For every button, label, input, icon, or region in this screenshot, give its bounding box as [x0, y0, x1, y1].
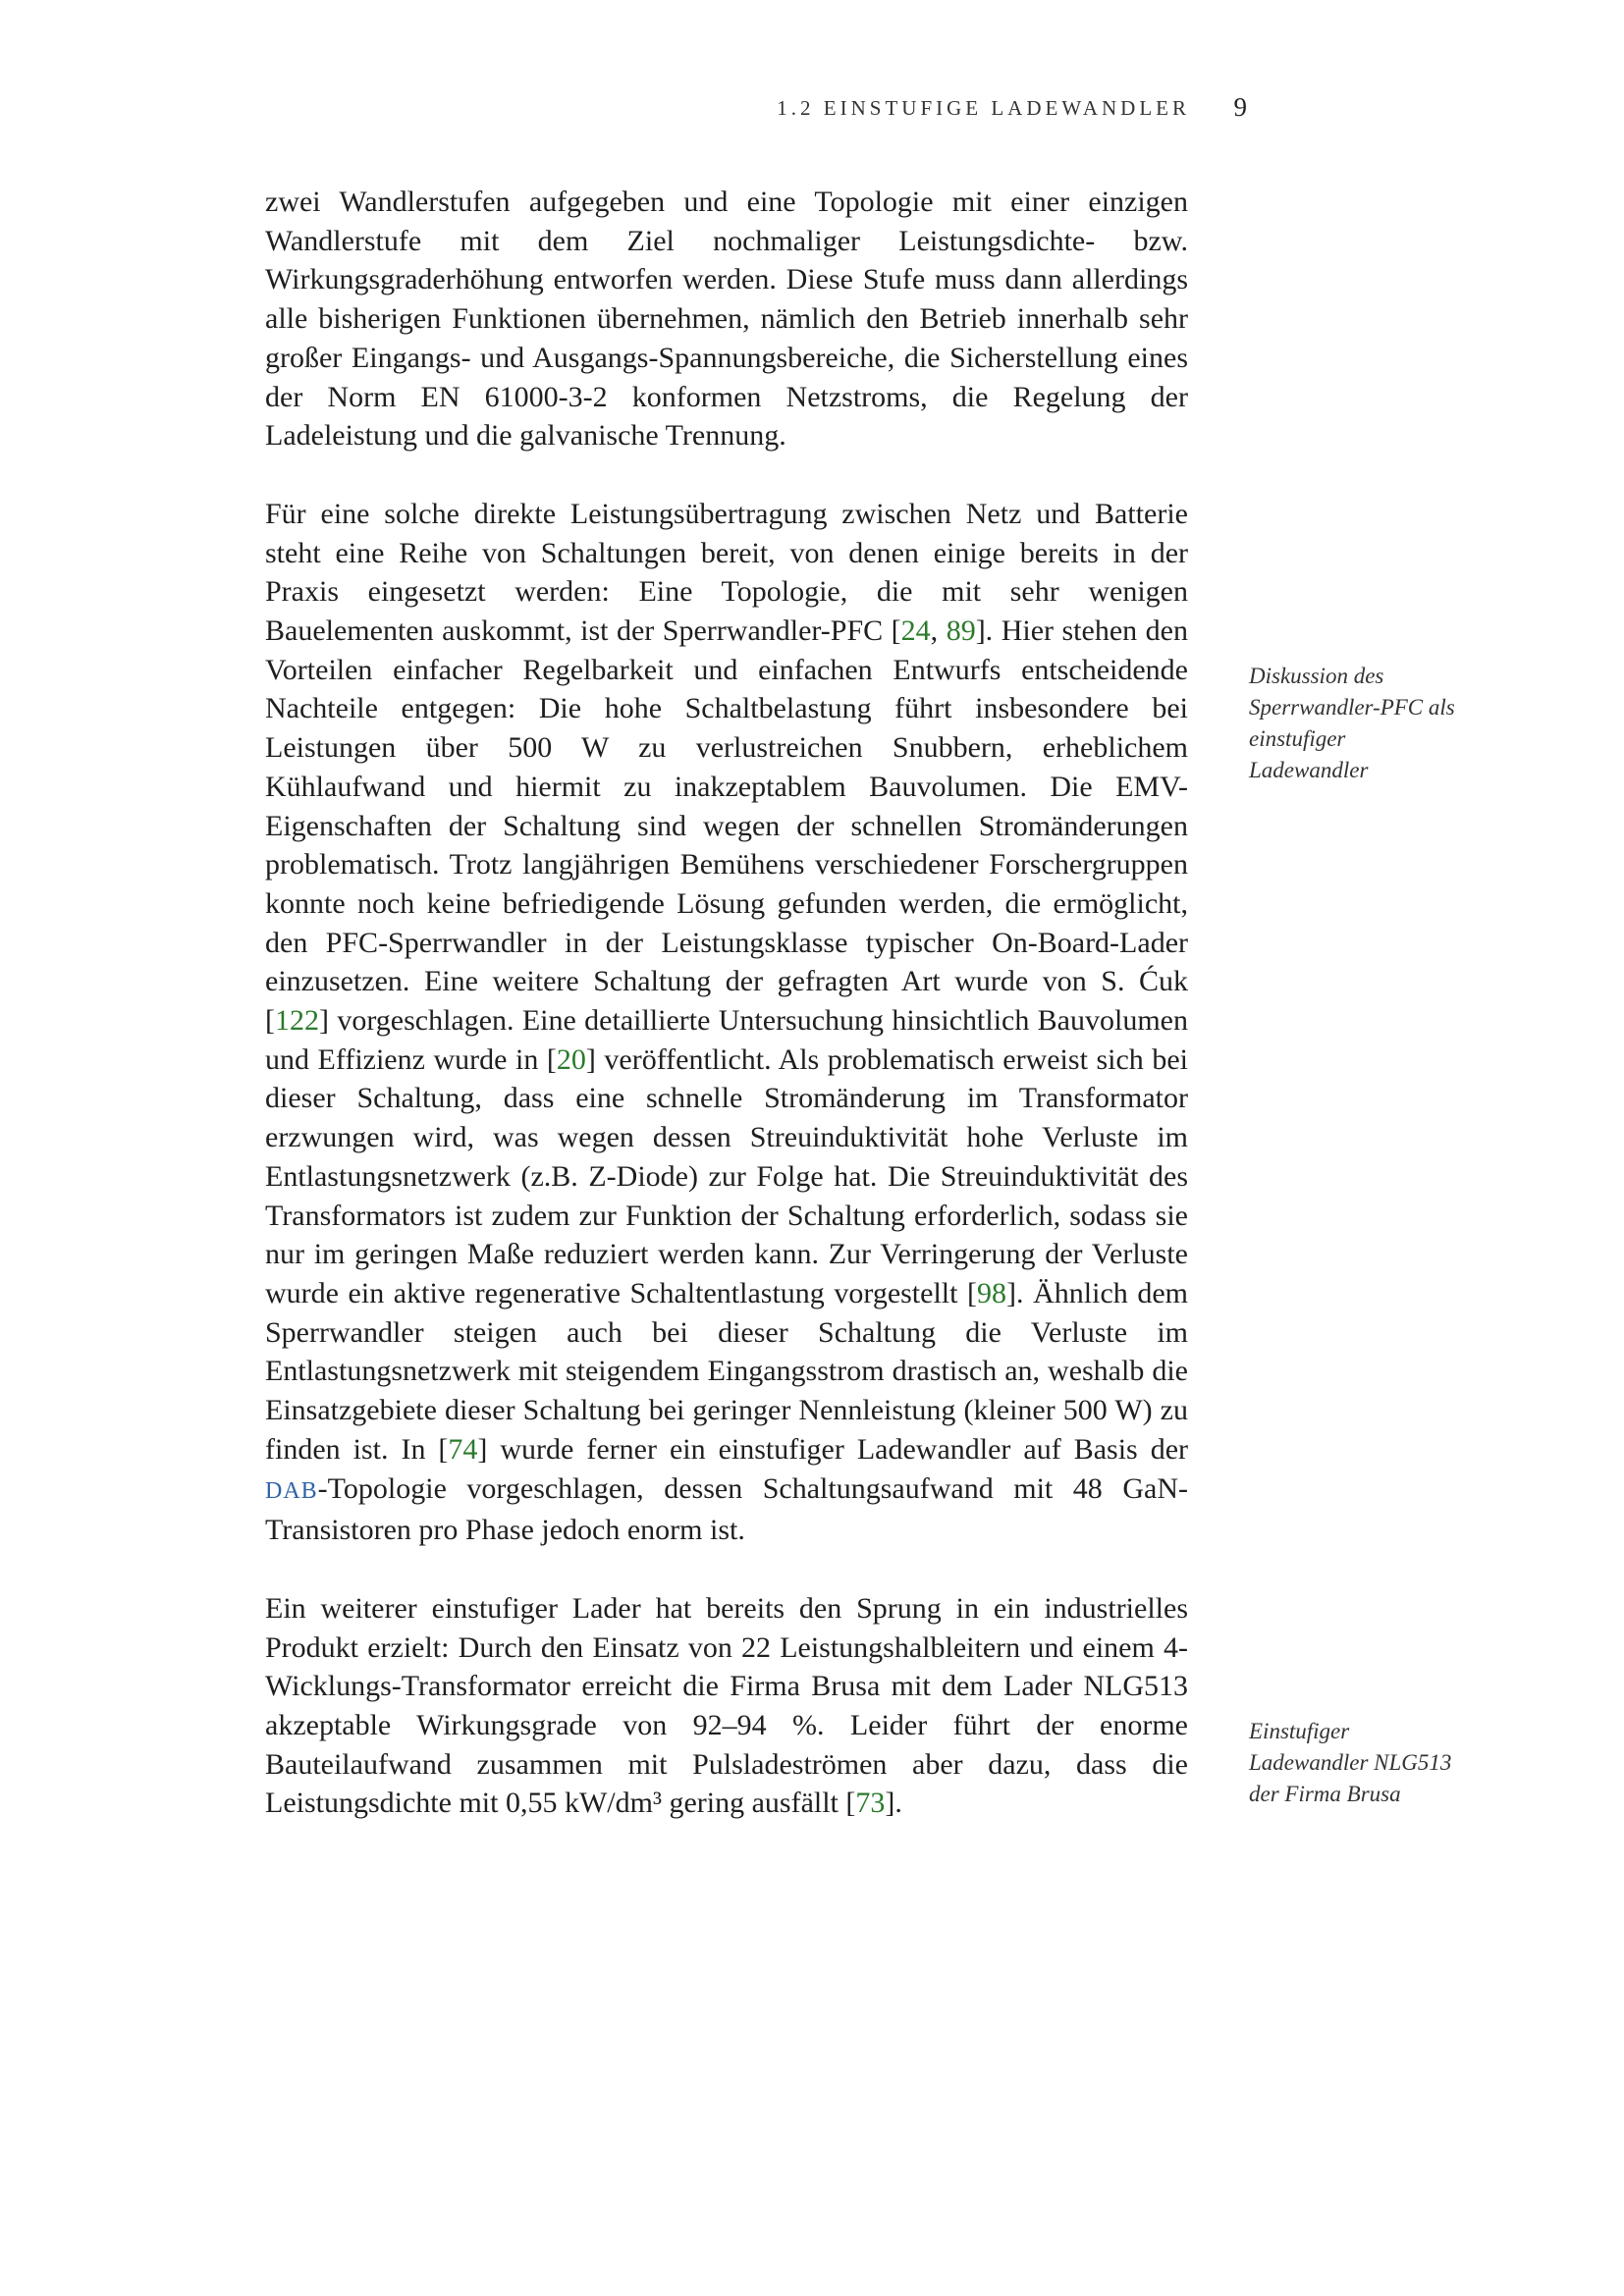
paragraph-text: Ein weiterer einstufiger Lader hat bereits den Sprung in ein industrielles Produkt erzielt: Durch den Einsatz von 22 Leistungshalbleitern und einem 4-Wicklungs-Transformator erreicht die Firma Brusa mit dem Lader NLG513 akzeptable Wirkungsgrade von 92–94 %. Leider führt der enorme Bauteilaufwand zusammen mit Pulsladeströmen aber dazu, dass die Leistungsdichte mit 0,55 kW/dm³ gering ausfällt [: [265, 1591, 1188, 1820]
paragraph-text: ] veröffentlicht. Als problematisch erweist sich bei dieser Schaltung, dass eine schnelle Stromänderung im Transformator erzwungen wird, was wegen dessen Streuinduktivität hohe Verluste im Entlastungsnetzwerk (z.B. Z-Diode) zur Folge hat. Die Streuinduktivität des Transformators ist zudem zur Funktion der Schaltung erforderlich, sodass sie nur im geringen Maße reduziert werden kann. Zur Verringerung der Verluste wurde ein aktive regenerative Schaltentlastung vorgestellt [: [265, 1042, 1188, 1309]
paragraph-text: ] vorgeschlagen. Eine detaillierte Untersuchung hinsichtlich Bauvolumen und Effizienz wurde in [: [265, 1004, 1188, 1076]
citation-link[interactable]: 24: [900, 614, 931, 648]
citation-link[interactable]: 74: [448, 1432, 478, 1466]
paragraph-2: [265, 495, 1188, 1550]
paragraph-3: [265, 1589, 1188, 1823]
margin-note-flyback-pfc: Diskussion des Sperrwandler-PFC als einstufiger Ladewandler: [1249, 664, 1455, 782]
citation-link[interactable]: 122: [275, 1004, 319, 1038]
paragraph-1: zwei Wandlerstufen aufgegeben und eine Topologie mit einer einzigen Wandlerstufe mit dem Ziel nochmaliger Leistungsdichte- bzw. Wirkungsgraderhöhung entworfen werden. Diese Stufe muss dann allerdings alle bisherigen Funktionen übernehmen, nämlich den Betrieb innerhalb sehr großer Eingangs- und Ausgangs-Spannungsbereiche, die Sicherstellung eines der Norm EN 61000-3-2 konformen Netzstroms, die Regelung der Ladeleistung und die galvanische Trennung.: [265, 186, 1188, 453]
paragraph-text: -Topologie vorgeschlagen, dessen Schaltungsaufwand mit 48 GaN-Transistoren pro Phase jedoch enorm ist.: [265, 1471, 1188, 1547]
citation-link[interactable]: 73: [855, 1787, 886, 1820]
citation-link[interactable]: 89: [946, 614, 976, 648]
citation-link[interactable]: 98: [977, 1276, 1007, 1309]
paragraph-text: ]. Hier stehen den Vorteilen einfacher Regelbarkeit und einfachen Entwurfs entscheidende Nachteile entgegen: Die hohe Schaltbelastung führt insbesondere bei Leistungen über 500 W zu verlustreichen Snubbern, erheblichem Kühlaufwand und hiermit zu inakzeptablem Bauvolumen. Die EMV-Eigenschaften der Schaltung sind wegen der schnellen Stromänderungen problematisch. Trotz langjährigen Bemühens verschiedener Forschergruppen konnte noch keine befriedigende Lösung gefunden werden, die ermöglicht, den PFC-Sperrwandler in der Leistungsklasse typischer On-Board-Lader einzusetzen. Eine weitere Schaltung der gefragten Art wurde von S. Ćuk [: [265, 614, 1188, 1038]
acronym-link[interactable]: DAB: [265, 1477, 318, 1504]
main-text-column: [265, 183, 1188, 1823]
margin-note-nlg513: Einstufiger Ladewandler NLG513 der Firma Brusa: [1249, 1719, 1452, 1806]
paragraph-text: ]. Ähnlich dem Sperrwandler steigen auch bei dieser Schaltung die Verluste im Entlastungsnetzwerk mit steigendem Eingangsstrom drastisch an, weshalb die Einsatzgebiete dieser Schaltung bei geringer Nennleistung (kleiner 500 W) zu finden ist. In [: [265, 1276, 1189, 1466]
page-number: 9: [1233, 92, 1247, 122]
running-header: [265, 92, 1247, 135]
paragraph-text: ,: [930, 614, 947, 648]
paragraph-text: Für eine solche direkte Leistungsübertragung zwischen Netz und Batterie steht eine Reihe von Schaltungen bereit, von denen einige bereits in der Praxis eingesetzt werden: Eine Topologie, die mit sehr wenigen Bauelementen auskommt, ist der Sperrwandler-PFC [: [265, 497, 1188, 648]
citation-link[interactable]: 20: [556, 1042, 586, 1076]
section-title: 1.2 EINSTUFIGE LADEWANDLER: [777, 96, 1190, 120]
paragraph-text: ].: [885, 1787, 902, 1820]
paragraph-text: ] wurde ferner ein einstufiger Ladewandler auf Basis der: [477, 1432, 1188, 1466]
